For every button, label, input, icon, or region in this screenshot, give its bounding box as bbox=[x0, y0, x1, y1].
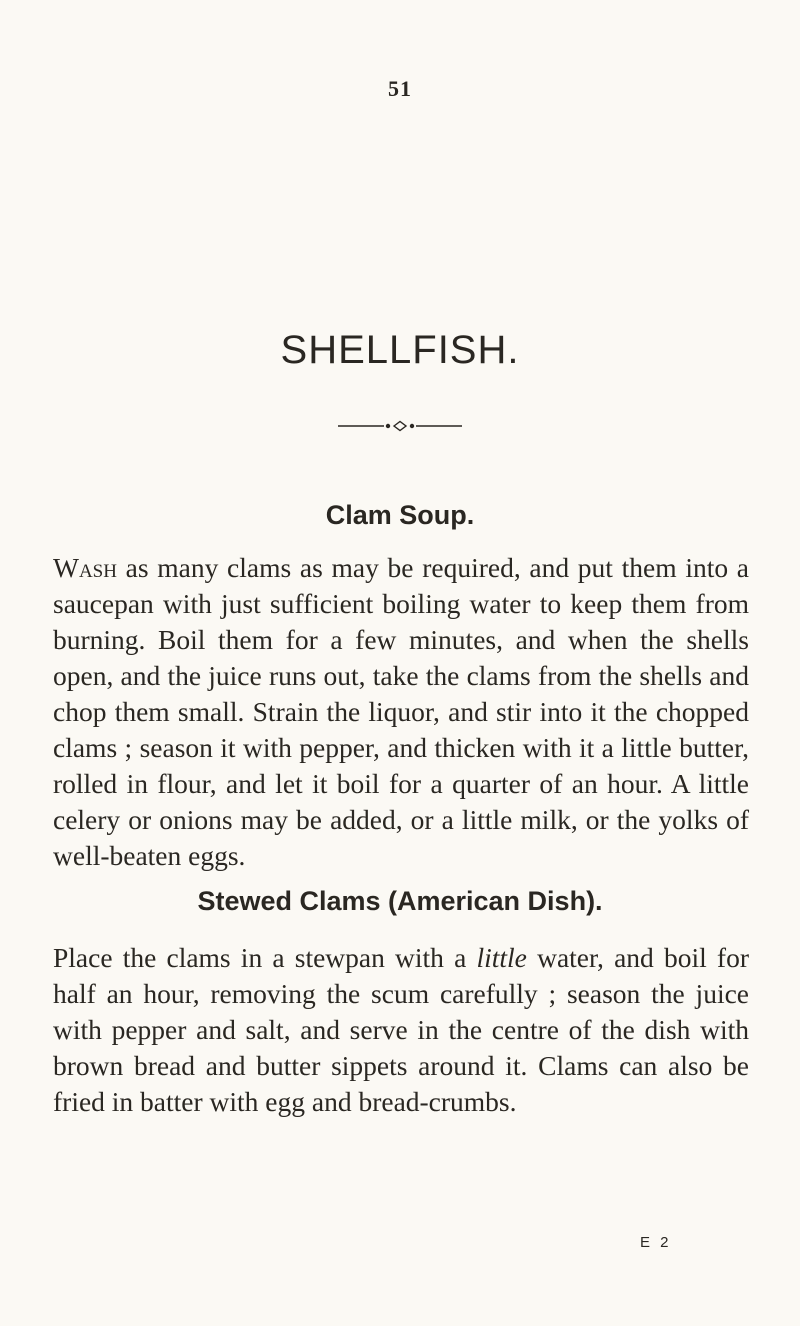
italic-word: little bbox=[476, 942, 527, 973]
page-number: 51 bbox=[388, 76, 412, 101]
recipe-title-stewed-clams: Stewed Clams (American Dish). bbox=[197, 886, 603, 916]
signature-mark: E 2 bbox=[640, 1234, 672, 1251]
drop-word: Wash bbox=[53, 552, 117, 583]
divider-ornament bbox=[338, 420, 462, 432]
section-title: SHELLFISH. bbox=[280, 328, 520, 372]
recipe-title-clam-soup: Clam Soup. bbox=[325, 500, 475, 530]
recipe-text-start: Place the clams in a stewpan with a bbox=[53, 942, 477, 973]
recipe-text: as many clams as may be required, and put them into a saucepan with just sufficient boiling water to keep them from burning. Boil them for a few minutes, and when the shells open, and the juice runs out, take the clams from the shells and chop them small. Strain the liquor, and stir into it the chopped clams ; season it with pepper, and thicken with it a little butter, rolled in flour, and let it boil for a quarter of an hour. A little celery or onions may be added, or a little milk, or the yolks of well-beaten eggs. bbox=[53, 552, 749, 871]
recipe-body-stewed-clams bbox=[53, 940, 749, 1120]
recipe-text-end: water, and boil for half an hour, removing the scum carefully ; season the juice with pepper and salt, and serve in the centre of the dish with brown bread and butter sippets around it. Clams can also be fried in batter with egg and bread-crumbs. bbox=[53, 942, 749, 1117]
recipe-body-clam-soup bbox=[53, 550, 749, 874]
